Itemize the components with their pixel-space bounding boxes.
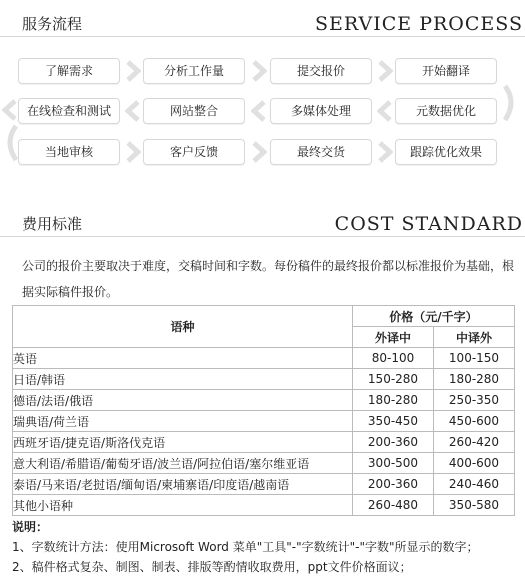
table-row <box>13 495 515 516</box>
cell-language: 西班牙语/捷克语/斯洛伐克语 <box>13 432 353 453</box>
cell-language: 其他小语种 <box>13 495 353 516</box>
arrow-right-icon <box>125 141 141 163</box>
cell-price-forward: 80-100 <box>353 348 434 369</box>
price-table <box>12 305 515 516</box>
table-row <box>13 411 515 432</box>
cell-price-reverse: 350-580 <box>434 495 515 516</box>
step-analyze-workload: 分析工作量 <box>143 58 245 84</box>
arrow-right-icon <box>377 60 393 82</box>
step-local-review: 当地审核 <box>18 139 120 165</box>
arrow-right-icon <box>251 60 267 82</box>
step-start-translation: 开始翻译 <box>395 58 497 84</box>
cell-price-reverse: 450-600 <box>434 411 515 432</box>
cell-language: 泰语/马来语/老挝语/缅甸语/柬埔寨语/印度语/越南语 <box>13 474 353 495</box>
step-submit-quote: 提交报价 <box>270 58 372 84</box>
col-header-reverse: 中译外 <box>434 327 515 348</box>
cell-language: 瑞典语/荷兰语 <box>13 411 353 432</box>
cell-language: 英语 <box>13 348 353 369</box>
table-row <box>13 348 515 369</box>
cell-price-forward: 180-280 <box>353 390 434 411</box>
cost-standard-title-en: COST STANDARD <box>334 213 523 235</box>
cell-price-reverse: 400-600 <box>434 453 515 474</box>
cell-price-reverse: 240-460 <box>434 474 515 495</box>
step-site-integration: 网站整合 <box>143 98 245 124</box>
cell-price-reverse: 260-420 <box>434 432 515 453</box>
step-multimedia: 多媒体处理 <box>270 98 372 124</box>
arrow-right-icon <box>377 141 393 163</box>
notes-title: 说明： <box>12 520 49 534</box>
cell-price-forward: 260-480 <box>353 495 434 516</box>
cell-price-reverse: 250-350 <box>434 390 515 411</box>
arrow-left-icon <box>2 99 18 121</box>
table-row <box>13 453 515 474</box>
col-header-forward: 外译中 <box>353 327 434 348</box>
cost-standard-header <box>0 204 525 237</box>
cell-language: 日语/韩语 <box>13 369 353 390</box>
cost-intro-text: 公司的报价主要取决于难度，交稿时间和字数。每份稿件的最终报价都以标准报价为基础，根据实际稿件报价。 <box>22 259 515 299</box>
col-header-price: 价格（元/千字） <box>353 306 515 327</box>
step-metadata-optimize: 元数据优化 <box>395 98 497 124</box>
step-online-check-test: 在线检查和测试 <box>18 98 120 124</box>
step-final-delivery: 最终交货 <box>270 139 372 165</box>
notes <box>12 517 515 577</box>
notes-line-2: 2、稿件格式复杂、制图、制表、排版等酌情收取费用，ppt文件价格面议； <box>12 560 412 574</box>
arrow-right-icon <box>125 60 141 82</box>
col-header-language: 语种 <box>13 306 353 348</box>
notes-line-1: 1、字数统计方法：使用Microsoft Word 菜单"工具"-"字数统计"-"字数"所显示的数字； <box>12 540 479 554</box>
arrow-right-icon <box>251 141 267 163</box>
cell-language: 德语/法语/俄语 <box>13 390 353 411</box>
cell-price-forward: 200-360 <box>353 432 434 453</box>
cell-price-reverse: 180-280 <box>434 369 515 390</box>
cell-price-forward: 300-500 <box>353 453 434 474</box>
arrow-left-icon <box>251 100 267 122</box>
service-process-title-en: SERVICE PROCESS <box>315 13 523 35</box>
service-process-title: 服务流程 <box>22 15 83 33</box>
table-row <box>13 369 515 390</box>
arrow-return-right-icon <box>503 84 519 106</box>
cell-language: 意大利语/希腊语/葡萄牙语/波兰语/阿拉伯语/塞尔维亚语 <box>13 453 353 474</box>
arrow-left-icon <box>377 100 393 122</box>
step-track-optimization: 跟踪优化效果 <box>395 139 497 165</box>
cell-price-reverse: 100-150 <box>434 348 515 369</box>
service-process-header <box>0 4 525 37</box>
cost-standard-title: 费用标准 <box>22 215 83 233</box>
table-row <box>13 474 515 495</box>
arrow-return-left-icon <box>2 124 18 146</box>
cell-price-forward: 350-450 <box>353 411 434 432</box>
step-understand-needs: 了解需求 <box>18 58 120 84</box>
cell-price-forward: 200-360 <box>353 474 434 495</box>
table-row <box>13 390 515 411</box>
table-row <box>13 432 515 453</box>
step-customer-feedback: 客户反馈 <box>143 139 245 165</box>
cell-price-forward: 150-280 <box>353 369 434 390</box>
arrow-left-icon <box>125 100 141 122</box>
